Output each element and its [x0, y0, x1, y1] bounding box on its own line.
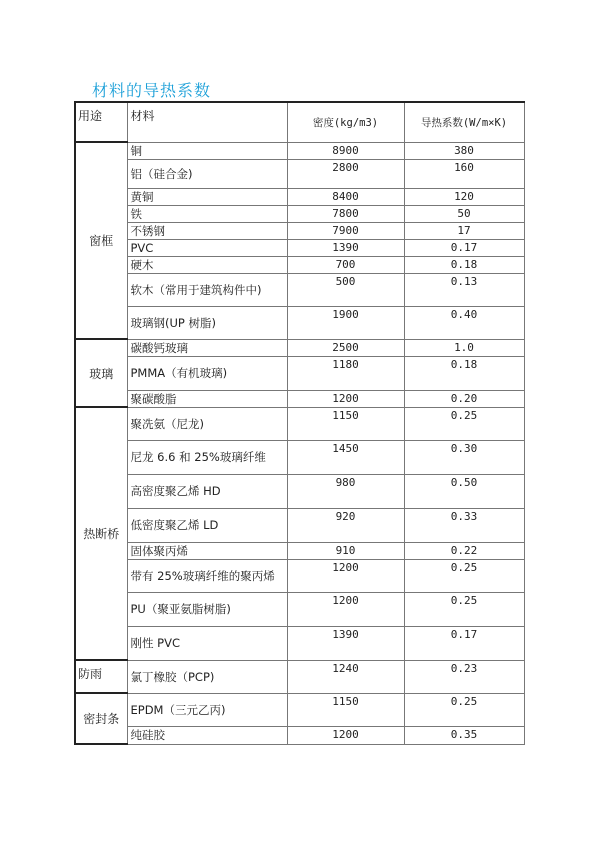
material-cell: 铜 [127, 142, 287, 159]
conductivity-cell: 0.25 [404, 592, 524, 626]
conductivity-cell: 0.22 [404, 542, 524, 559]
table-row [75, 159, 524, 188]
density-cell: 1180 [287, 356, 404, 390]
density-cell: 1390 [287, 239, 404, 256]
group-cell: 窗框 [75, 142, 127, 339]
density-cell: 1200 [287, 726, 404, 744]
table-row [75, 142, 524, 159]
table-row [75, 273, 524, 306]
conductivity-cell: 50 [404, 205, 524, 222]
density-cell: 1450 [287, 440, 404, 474]
material-cell: PU（聚亚氨脂树脂) [127, 592, 287, 626]
conductivity-cell: 0.35 [404, 726, 524, 744]
density-cell: 980 [287, 474, 404, 508]
conductivity-cell: 1.0 [404, 339, 524, 356]
material-cell: 硬木 [127, 256, 287, 273]
table-row [75, 205, 524, 222]
conductivity-cell: 0.50 [404, 474, 524, 508]
conductivity-cell: 0.40 [404, 306, 524, 339]
header-row [75, 102, 524, 142]
material-cell: 氯丁橡胶（PCP) [127, 660, 287, 693]
density-cell: 7800 [287, 205, 404, 222]
conductivity-cell: 120 [404, 188, 524, 205]
table-row [75, 726, 524, 744]
material-cell: PVC [127, 239, 287, 256]
density-cell: 2800 [287, 159, 404, 188]
conductivity-cell: 0.33 [404, 508, 524, 542]
material-cell: 固体聚丙烯 [127, 542, 287, 559]
density-cell: 500 [287, 273, 404, 306]
density-cell: 7900 [287, 222, 404, 239]
header-conductivity: 导热系数(W/m×K) [404, 102, 524, 142]
group-cell: 防雨 [75, 660, 127, 693]
density-cell: 1200 [287, 390, 404, 407]
table-row [75, 339, 524, 356]
material-cell: 聚碳酸脂 [127, 390, 287, 407]
material-cell: 铁 [127, 205, 287, 222]
table-row [75, 693, 524, 726]
material-cell: 碳酸钙玻璃 [127, 339, 287, 356]
header-use: 用途 [75, 102, 127, 142]
group-cell: 玻璃 [75, 339, 127, 407]
material-cell: 不锈钢 [127, 222, 287, 239]
conductivity-cell: 380 [404, 142, 524, 159]
conductivity-cell: 0.18 [404, 256, 524, 273]
table-row [75, 306, 524, 339]
material-cell: 刚性 PVC [127, 626, 287, 660]
table-row [75, 356, 524, 390]
table-row [75, 239, 524, 256]
material-cell: 带有 25%玻璃纤维的聚丙烯 [127, 559, 287, 592]
table-row [75, 474, 524, 508]
density-cell: 700 [287, 256, 404, 273]
table-row [75, 390, 524, 407]
material-cell: EPDM（三元乙丙) [127, 693, 287, 726]
density-cell: 920 [287, 508, 404, 542]
table-row [75, 256, 524, 273]
material-cell: 玻璃钢(UP 树脂) [127, 306, 287, 339]
density-cell: 1240 [287, 660, 404, 693]
density-cell: 1390 [287, 626, 404, 660]
conductivity-cell: 160 [404, 159, 524, 188]
table-row [75, 222, 524, 239]
conductivity-cell: 0.30 [404, 440, 524, 474]
conductivity-cell: 0.25 [404, 693, 524, 726]
material-cell: 尼龙 6.6 和 25%玻璃纤维 [127, 440, 287, 474]
density-cell: 910 [287, 542, 404, 559]
density-cell: 1200 [287, 559, 404, 592]
conductivity-cell: 0.13 [404, 273, 524, 306]
table-body [75, 142, 524, 744]
density-cell: 1200 [287, 592, 404, 626]
material-cell: 聚冼氨（尼龙) [127, 407, 287, 440]
density-cell: 8400 [287, 188, 404, 205]
material-cell: 软木（常用于建筑构件中) [127, 273, 287, 306]
density-cell: 1900 [287, 306, 404, 339]
material-cell: 铝（硅合金) [127, 159, 287, 188]
density-cell: 1150 [287, 407, 404, 440]
density-cell: 1150 [287, 693, 404, 726]
conductivity-cell: 0.17 [404, 626, 524, 660]
table-row [75, 508, 524, 542]
density-cell: 2500 [287, 339, 404, 356]
table-row [75, 559, 524, 592]
group-cell: 密封条 [75, 693, 127, 744]
table-row [75, 440, 524, 474]
table-row [75, 188, 524, 205]
table-row [75, 542, 524, 559]
material-cell: 高密度聚乙烯 HD [127, 474, 287, 508]
table-row [75, 592, 524, 626]
page-title: 材料的导热系数 [92, 81, 212, 100]
density-cell: 8900 [287, 142, 404, 159]
material-cell: 纯硅胶 [127, 726, 287, 744]
table-row [75, 626, 524, 660]
conductivity-cell: 0.25 [404, 407, 524, 440]
conductivity-cell: 0.23 [404, 660, 524, 693]
conductivity-cell: 0.20 [404, 390, 524, 407]
conductivity-cell: 0.17 [404, 239, 524, 256]
table-row [75, 407, 524, 440]
material-cell: PMMA（有机玻璃) [127, 356, 287, 390]
thermal-conductivity-table [74, 101, 525, 745]
header-material: 材料 [127, 102, 287, 142]
table-row [75, 660, 524, 693]
material-cell: 黄铜 [127, 188, 287, 205]
conductivity-cell: 0.25 [404, 559, 524, 592]
material-cell: 低密度聚乙烯 LD [127, 508, 287, 542]
conductivity-cell: 17 [404, 222, 524, 239]
group-cell: 热断桥 [75, 407, 127, 660]
header-density: 密度(kg/m3) [287, 102, 404, 142]
conductivity-cell: 0.18 [404, 356, 524, 390]
